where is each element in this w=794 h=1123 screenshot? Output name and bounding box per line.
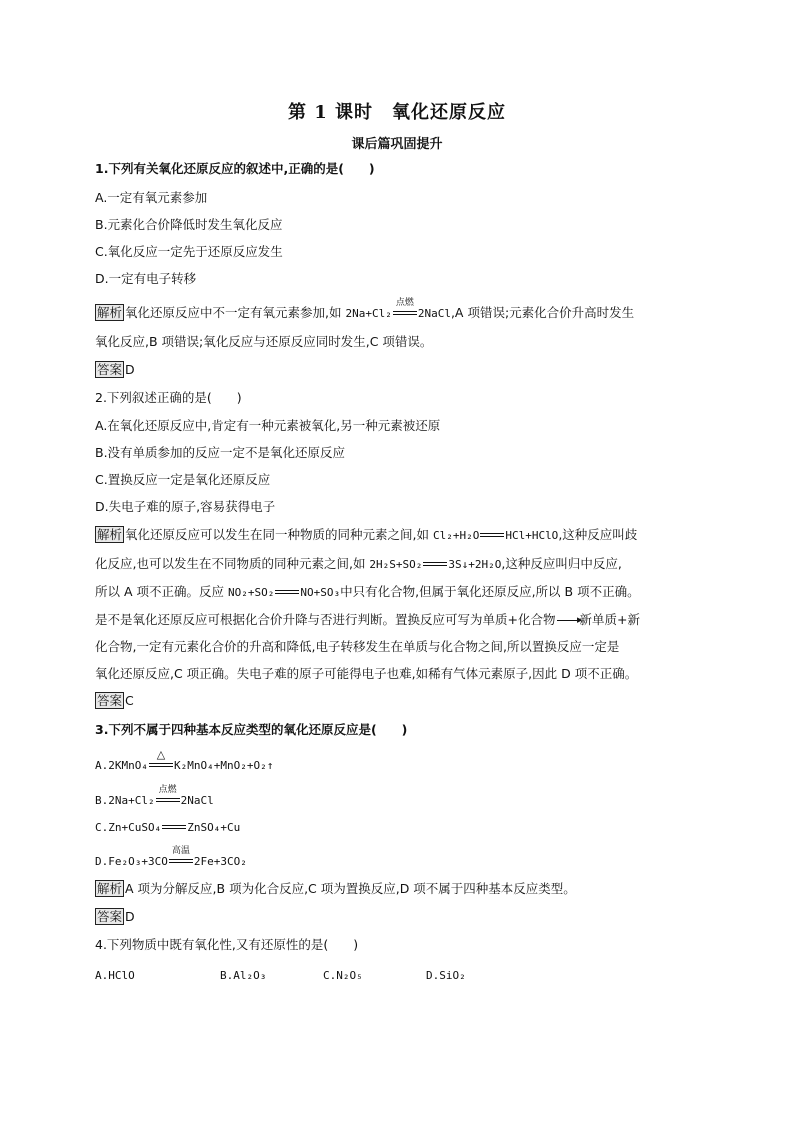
q2-option-a: A.在氧化还原反应中,肯定有一种元素被氧化,另一种元素被还原: [95, 418, 441, 433]
q1-option-b: B.元素化合价降低时发生氧化反应: [95, 217, 283, 232]
q4-option-c: C.N₂O₅: [323, 969, 363, 982]
q2-stem: 2.下列叙述正确的是( ): [95, 390, 242, 405]
q2-explanation-line6: 氧化还原反应,C 项正确。失电子难的原子可能得电子也难,如稀有气体元素原子,因此 D 项不正确。: [95, 666, 638, 681]
q2-option-b: B.没有单质参加的反应一定不是氧化还原反应: [95, 445, 346, 460]
q4-option-a: A.HClO: [95, 969, 135, 982]
q1-option-c: C.氧化反应一定先于还原反应发生: [95, 244, 283, 259]
equals-sign-icon: [480, 532, 504, 540]
q3-option-d: D.Fe₂O₃+3CO 高温 2Fe+3CO₂: [95, 845, 247, 868]
equals-sign-icon: [162, 824, 186, 832]
equals-sign-icon: △: [149, 762, 173, 770]
q1-explanation-line2: 氧化反应,B 项错误;氧化反应与还原反应同时发生,C 项错误。: [95, 334, 433, 349]
q4-option-d: D.SiO₂: [426, 969, 466, 982]
page-title: 第 1 课时 氧化还原反应: [287, 102, 507, 123]
q3-stem: 3.下列不属于四种基本反应类型的氧化还原反应是( ): [95, 722, 408, 737]
q1-option-d: D.一定有电子转移: [95, 271, 197, 286]
section-subtitle: 课后篇巩固提升: [351, 137, 443, 152]
explanation-label: 解析: [97, 527, 123, 542]
answer-label: 答案: [97, 693, 123, 708]
reaction-arrow-icon: [557, 620, 577, 621]
q2-answer: 答案 C: [97, 693, 134, 708]
answer-label: 答案: [97, 909, 123, 924]
equals-sign-icon: [275, 589, 299, 597]
q1-explanation-line1: 解析 氧化还原反应中不一定有氧元素参加,如 2Na+Cl₂ 点燃 2NaCl,A 项错误;元素化合价升高时发生: [97, 297, 635, 320]
q2-explanation-line4: 是不是氧化还原反应可根据化合价升降与否进行判断。置换反应可写为单质+化合物▸ 新单质+新: [95, 612, 640, 628]
equals-sign-icon: 点燃: [393, 310, 417, 318]
q1-option-a: A.一定有氧元素参加: [95, 190, 208, 205]
explanation-label: 解析: [97, 305, 123, 320]
equals-sign-icon: [423, 561, 447, 569]
q3-option-a: A.2KMnO₄ △ K₂MnO₄+MnO₂+O₂↑: [95, 747, 274, 772]
q4-options: [95, 967, 466, 984]
q2-explanation-line5: 化合物,一定有元素化合价的升高和降低,电子转移发生在单质与化合物之间,所以置换反应一定是: [95, 639, 620, 654]
q2-option-c: C.置换反应一定是氧化还原反应: [95, 472, 271, 487]
q4-stem: 4.下列物质中既有氧化性,又有还原性的是( ): [95, 937, 359, 952]
q1-stem: 1.下列有关氧化还原反应的叙述中,正确的是( ): [95, 161, 375, 176]
q2-explanation-line2: 化反应,也可以发生在不同物质的同种元素之间,如 2H₂S+SO₂ 3S↓+2H₂O,这种反应叫归中反应,: [95, 556, 622, 571]
q3-answer: 答案 D: [97, 909, 135, 924]
q3-explanation: 解析 A 项为分解反应,B 项为化合反应,C 项为置换反应,D 项不属于四种基本反应类型。: [97, 881, 576, 896]
equals-sign-icon: 点燃: [156, 797, 180, 805]
q2-explanation-line1: 解析 氧化还原反应可以发生在同一种物质的同种元素之间,如 Cl₂+H₂O HCl+HClO,这种反应叫歧: [97, 527, 638, 542]
q4-option-b: B.Al₂O₃: [220, 969, 267, 982]
q1-answer: 答案 D: [97, 362, 135, 377]
explanation-label: 解析: [97, 881, 123, 896]
q3-option-c: C.Zn+CuSO₄ ZnSO₄+Cu: [95, 821, 241, 834]
answer-label: 答案: [97, 362, 123, 377]
q3-option-b: B.2Na+Cl₂ 点燃 2NaCl: [95, 784, 214, 807]
q2-option-d: D.失电子难的原子,容易获得电子: [95, 499, 276, 514]
equals-sign-icon: 高温: [169, 858, 193, 866]
q2-explanation-line3: 所以 A 项不正确。反应 NO₂+SO₂ NO+SO₃中只有化合物,但属于氧化还原反应,所以 B 项不正确。: [95, 584, 640, 599]
